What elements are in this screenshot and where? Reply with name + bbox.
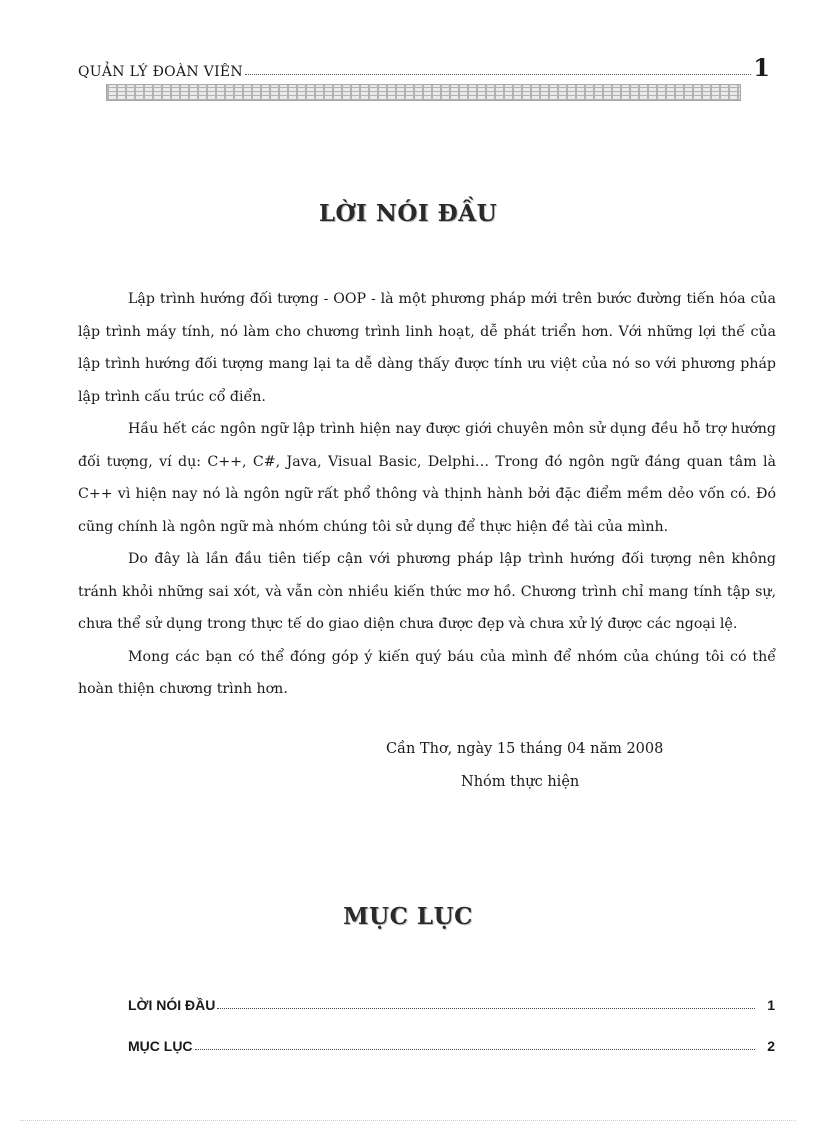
- header-page-number: 1: [753, 53, 770, 82]
- preface-title: LỜI NÓI ĐẦU: [318, 200, 498, 227]
- toc-entry-label[interactable]: MỤC LỤC: [128, 1038, 193, 1054]
- table-of-contents: [128, 972, 775, 1054]
- toc-entry[interactable]: [128, 972, 775, 1013]
- page-bottom-rule: [20, 1120, 796, 1121]
- toc-entry-page: 1: [767, 997, 775, 1013]
- decorative-border-strip: [106, 84, 741, 101]
- toc-entry-page: 2: [767, 1038, 775, 1054]
- header-title: QUẢN LÝ ĐOÀN VIÊN: [78, 64, 243, 80]
- preface-body: [78, 283, 776, 706]
- preface-paragraph: Do đây là lần đầu tiên tiếp cận với phương pháp lập trình hướng đối tượng nên không tránh khỏi những sai xót, và vẫn còn nhiều kiến thức mơ hồ. Chương trình chỉ mang tính tập sự, chưa thể sử dụng trong thực tế do giao diện chưa được đẹp và chưa xử lý được các ngoại lệ.: [78, 551, 776, 632]
- preface-paragraph: Mong các bạn có thể đóng góp ý kiến quý báu của mình để nhóm của chúng tôi có thể hoàn thiện chương trình hơn.: [78, 648, 776, 697]
- toc-title: MỤC LỤC: [343, 903, 473, 930]
- page-header: [78, 52, 770, 80]
- signature-group: Nhóm thực hiện: [461, 774, 580, 790]
- toc-entry[interactable]: [128, 1013, 775, 1054]
- toc-dot-leader: [195, 1048, 755, 1050]
- toc-dot-leader: [217, 1007, 755, 1009]
- header-dot-leader: [245, 73, 751, 75]
- preface-paragraph: Hầu hết các ngôn ngữ lập trình hiện nay được giới chuyên môn sử dụng đều hỗ trợ hướng đối tượng, ví dụ: C++, C#, Java, Visual Basic, Delphi… Trong đó ngôn ngữ đáng quan tâm là C++ vì hiện nay nó là ngôn ngữ rất phổ thông và thịnh hành bởi đặc điểm mềm dẻo vốn có. Đó cũng chính là ngôn ngữ mà nhóm chúng tôi sử dụng để thực hiện đề tài của mình.: [78, 421, 776, 535]
- signature-date: Cần Thơ, ngày 15 tháng 04 năm 2008: [386, 741, 664, 757]
- toc-entry-label[interactable]: LỜI NÓI ĐẦU: [128, 997, 216, 1013]
- preface-paragraph: Lập trình hướng đối tượng - OOP - là một phương pháp mới trên bước đường tiến hóa của lập trình máy tính, nó làm cho chương trình linh hoạt, dễ phát triển hơn. Với những lợi thế của lập trình hướng đối tượng mang lại ta dễ dàng thấy được tính ưu việt của nó so với phương pháp lập trình cấu trúc cổ điển.: [78, 291, 776, 405]
